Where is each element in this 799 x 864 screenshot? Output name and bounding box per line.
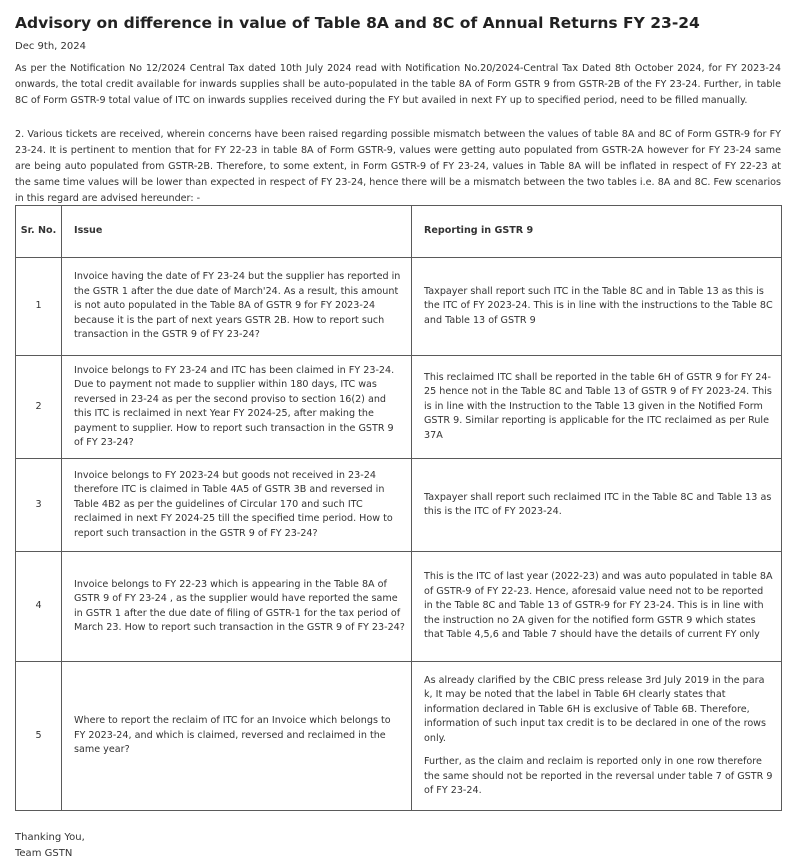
table-row	[16, 552, 782, 662]
row-issue: Invoice having the date of FY 23-24 but the supplier has reported in the GSTR 1 after the due date of March'24. As a result, this amount is not auto populated in the Table 8A of GSTR 9 for FY 2023-24 because it is the part of next years GSTR 2B. How to report such transaction in the GSTR 9 of FY 23-24?	[62, 258, 412, 356]
closing-thanks: Thanking You,	[15, 832, 85, 843]
intro-paragraph: As per the Notification No 12/2024 Central Tax dated 10th July 2024 read with Notification No.20/2024-Central Tax Dated 8th October 2024, for FY 2023-24 onwards, the total credit available for inwards supplies shall be auto-populated in the table 8A of Form GSTR 9 from GSTR-2B of the FY 23-24. Further, in table 8C of Form GSTR-9 total value of ITC on inwards supplies received during the FY but availed in next FY up to specified period, need to be filled manually.	[15, 63, 781, 106]
reporting-text: This reclaimed ITC shall be reported in the table 6H of GSTR 9 for FY 24-25 hence not in the Table 8C and Table 13 of GSTR 9 of FY 2023-24. This is in line with the Instruction to the Table 13 given in the Notified Form GSTR 9. Similar reporting is applicable for the ITC reclaimed as per Rule 37A	[424, 371, 772, 441]
reporting-text: Taxpayer shall report such ITC in the Table 8C and in Table 13 as this is the ITC of FY 2023-24. This is in line with the instructions to the Table 8C and Table 13 of GSTR 9	[424, 285, 773, 326]
reporting-text: This is the ITC of last year (2022-23) and was auto populated in table 8A of GSTR-9 of FY 22-23. Hence, aforesaid value need not to be reported in the Table 8C and Table 13 of GSTR-9 for FY 23-24. This is in line with the instruction no 2A given for the notified form GSTR 9 which states that Table 4,5,6 and Table 7 should have the details of current FY only	[424, 571, 773, 641]
publish-date: Dec 9th, 2024	[15, 41, 86, 52]
table-header-row	[16, 206, 782, 258]
row-sr-no: 3	[16, 459, 62, 552]
scenario-table	[15, 205, 782, 811]
reporting-text: Taxpayer shall report such reclaimed ITC in the Table 8C and Table 13 as this is the ITC of FY 2023-24.	[424, 491, 772, 517]
row-sr-no: 1	[16, 258, 62, 356]
row-issue: Where to report the reclaim of ITC for an Invoice which belongs to FY 2023-24, and which is claimed, reversed and reclaimed in the same year?	[62, 662, 412, 811]
row-reporting	[412, 356, 782, 459]
row-reporting	[412, 459, 782, 552]
row-issue: Invoice belongs to FY 2023-24 but goods not received in 23-24 therefore ITC is claimed in Table 4A5 of GSTR 3B and reversed in Table 4B2 as per the guidelines of Circular 170 and such ITC reclaimed in next FY 2024-25 till the specified time period. How to report such transaction in the GSTR 9 of FY 23-24?	[62, 459, 412, 552]
reporting-note: Further, as the claim and reclaim is reported only in one row therefore the same should not be reported in the reversal under table 7 of GSTR 9 of FY 23-24.	[424, 756, 773, 796]
row-issue: Invoice belongs to FY 23-24 and ITC has been claimed in FY 23-24. Due to payment not made to supplier within 180 days, ITC was reversed in 23-24 as per the second proviso to section 16(2) and this ITC is reclaimed in next Year FY 2024-25, after making the payment to supplier. How to report such transaction in the GSTR 9 of FY 23-24?	[62, 356, 412, 459]
header-sr-no: Sr. No.	[16, 206, 62, 258]
row-reporting	[412, 662, 782, 811]
table-row	[16, 356, 782, 459]
row-reporting	[412, 258, 782, 356]
table-row	[16, 258, 782, 356]
table-row	[16, 662, 782, 811]
row-sr-no: 2	[16, 356, 62, 459]
row-issue: Invoice belongs to FY 22-23 which is appearing in the Table 8A of GSTR 9 of FY 23-24 , as the supplier would have reported the same in GSTR 1 after the due date of filing of GSTR-1 for the tax period of March 23. How to report such transaction in the GSTR 9 of FY 23-24?	[62, 552, 412, 662]
header-reporting: Reporting in GSTR 9	[412, 206, 782, 258]
header-issue: Issue	[62, 206, 412, 258]
table-row	[16, 459, 782, 552]
closing-team: Team GSTN	[15, 848, 73, 859]
closing-signature	[15, 830, 85, 862]
scenario-paragraph: 2. Various tickets are received, wherein concerns have been raised regarding possible mismatch between the values of table 8A and 8C of Form GSTR-9 for FY 23-24. It is pertinent to mention that for FY 22-23 in table 8A of Form GSTR-9, values were getting auto populated from GSTR-2A however for FY 23-24 same are being auto populated from GSTR-2B. Therefore, to some extent, in Form GSTR-9 of FY 23-24, values in Table 8A will be inflated in respect of FY 22-23 at the same time values will be lower than expected in respect of FY 23-24, hence there will be a mismatch between the two tables i.e. 8A and 8C. Few scenarios in this regard are advised hereunder: -	[15, 129, 781, 204]
row-sr-no: 5	[16, 662, 62, 811]
row-sr-no: 4	[16, 552, 62, 662]
row-reporting	[412, 552, 782, 662]
page-title: Advisory on difference in value of Table 8A and 8C of Annual Returns FY 23-24	[15, 14, 700, 32]
reporting-text: As already clarified by the CBIC press release 3rd July 2019 in the para k, It may be noted that the label in Table 6H clearly states that information declared in Table 6H is exclusive of Table 6B. Therefore, information of such input tax credit is to be declared in one of the rows only.	[424, 674, 767, 744]
